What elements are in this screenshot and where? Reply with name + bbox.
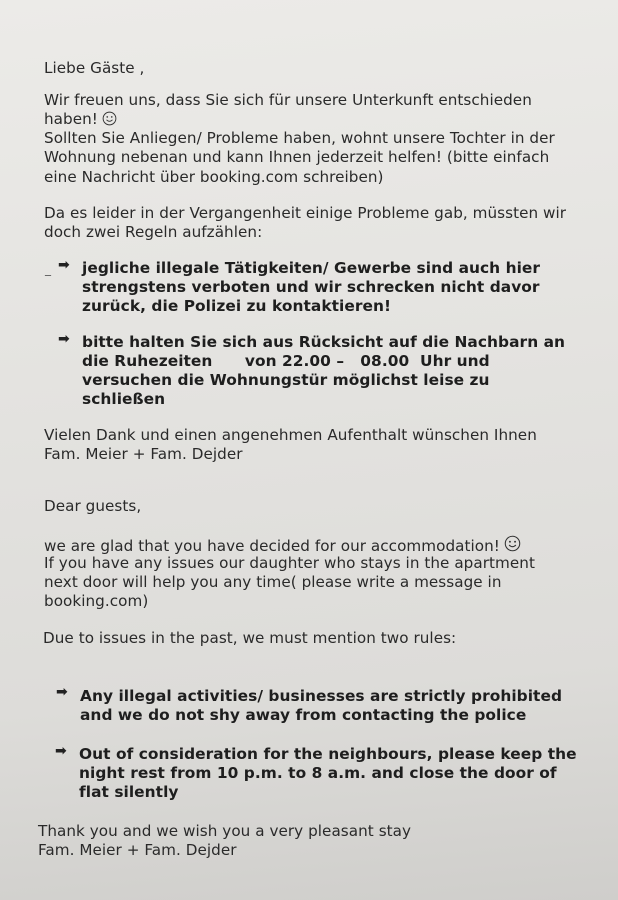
english-intro-line-1 bbox=[44, 535, 521, 556]
english-intro-line-2: If you have any issues our daughter who stays in the apartment bbox=[44, 554, 535, 572]
english-rule-1-line-2: and we do not shy away from contacting the police bbox=[80, 706, 527, 724]
english-rule-1-line-1: Any illegal activities/ businesses are strictly prohibited bbox=[80, 687, 563, 705]
arrow-right-icon: ➡ bbox=[55, 743, 67, 759]
german-signature: Fam. Meier + Fam. Dejder bbox=[44, 445, 243, 463]
german-rule-1-line-2: strengstens verboten und wir schrecken nicht davor bbox=[82, 278, 540, 296]
german-rules-intro-line-2: doch zwei Regeln aufzählen: bbox=[44, 223, 263, 241]
german-rule-2-line-3: versuchen die Wohnungstür möglichst leise zu bbox=[82, 371, 490, 389]
arrow-right-icon: ➡ bbox=[56, 684, 68, 700]
german-intro-line-4: Wohnung nebenan und kann Ihnen jederzeit helfen! (bitte einfach bbox=[44, 148, 550, 166]
english-closing-line-1: Thank you and we wish you a very pleasant stay bbox=[38, 822, 412, 840]
german-greeting: Liebe Gäste , bbox=[44, 59, 145, 77]
english-rules-intro: Due to issues in the past, we must mention two rules: bbox=[43, 629, 457, 647]
english-intro-line-1-text: we are glad that you have decided for our accommodation! bbox=[44, 537, 500, 555]
german-rule-2-line-4: schließen bbox=[82, 390, 166, 408]
smiley-face-icon bbox=[102, 111, 117, 126]
english-intro-line-4: booking.com) bbox=[44, 592, 149, 610]
english-signature: Fam. Meier + Fam. Dejder bbox=[38, 841, 237, 859]
german-intro-line-5: eine Nachricht über booking.com schreiben) bbox=[44, 168, 384, 186]
german-rule-1-line-1: jegliche illegale Tätigkeiten/ Gewerbe sind auch hier bbox=[82, 259, 541, 277]
german-intro-line-1: Wir freuen uns, dass Sie sich für unsere Unterkunft entschieden bbox=[44, 91, 532, 109]
german-intro-line-2 bbox=[44, 110, 117, 129]
stray-mark: _ bbox=[45, 262, 51, 276]
german-intro-line-3: Sollten Sie Anliegen/ Probleme haben, wohnt unsere Tochter in der bbox=[44, 129, 555, 147]
german-rule-1-line-3: zurück, die Polizei zu kontaktieren! bbox=[82, 297, 392, 315]
english-rule-2-line-2: night rest from 10 p.m. to 8 a.m. and close the door of bbox=[79, 764, 557, 782]
smiley-face-icon bbox=[504, 535, 521, 552]
english-rule-2-line-3: flat silently bbox=[79, 783, 179, 801]
german-rules-intro-line-1: Da es leider in der Vergangenheit einige Probleme gab, müssten wir bbox=[44, 204, 567, 222]
german-rule-2-line-2: die Ruhezeiten von 22.00 – 08.00 Uhr und bbox=[82, 352, 490, 370]
german-closing-line-1: Vielen Dank und einen angenehmen Aufenthalt wünschen Ihnen bbox=[44, 426, 537, 444]
german-intro-line-2-text: haben! bbox=[44, 110, 98, 128]
english-greeting: Dear guests, bbox=[44, 497, 142, 515]
german-rule-2-line-1: bitte halten Sie sich aus Rücksicht auf die Nachbarn an bbox=[82, 333, 566, 351]
english-intro-line-3: next door will help you any time( please write a message in bbox=[44, 573, 502, 591]
arrow-right-icon: ➡ bbox=[58, 257, 70, 273]
arrow-right-icon: ➡ bbox=[58, 331, 70, 347]
english-rule-2-line-1: Out of consideration for the neighbours, please keep the bbox=[79, 745, 577, 763]
